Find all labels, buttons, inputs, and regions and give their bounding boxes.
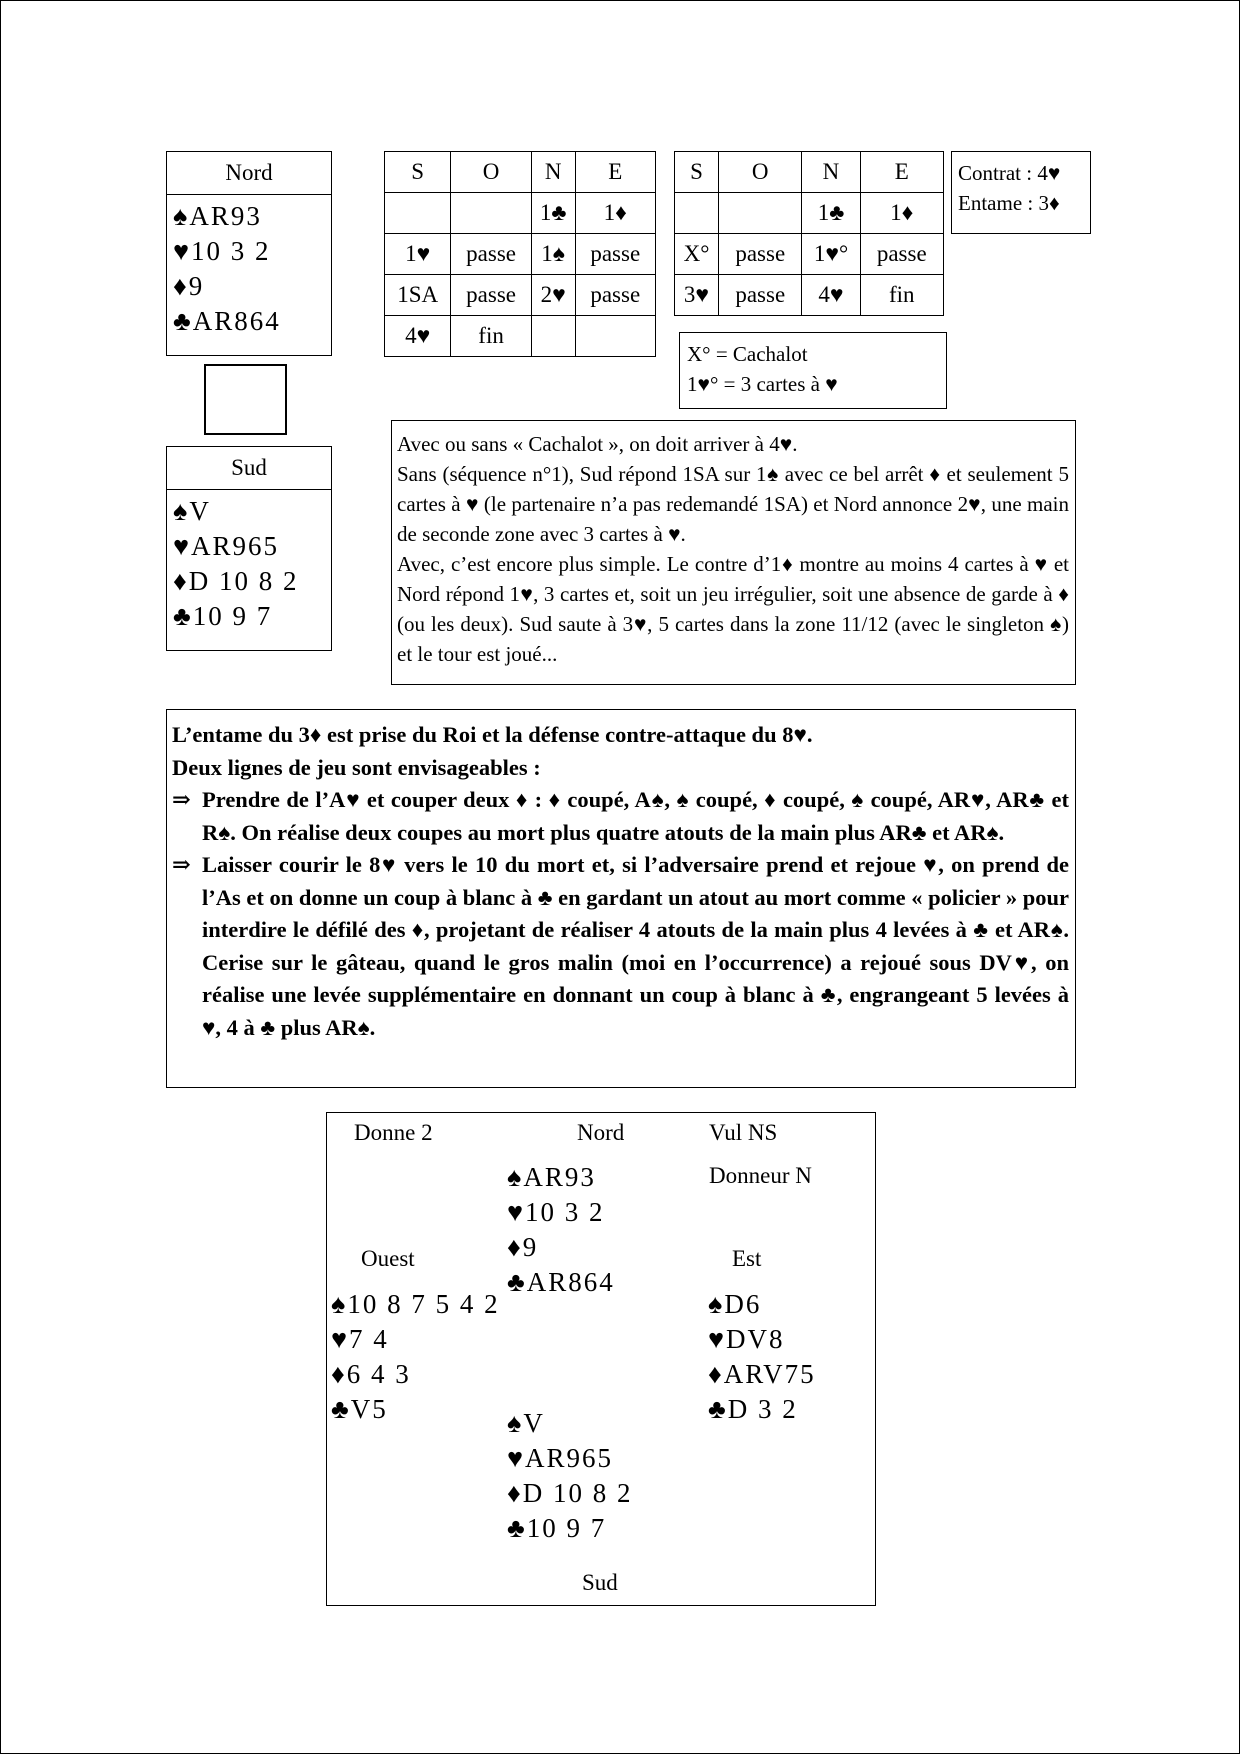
auction2-header: E (860, 152, 943, 193)
south-hand-box (166, 446, 332, 651)
auction2-header: S (675, 152, 719, 193)
auction1-cell: passe (451, 275, 531, 316)
auction1-row (385, 316, 656, 357)
commentary-paragraph: Avec, c’est encore plus simple. Le contre d’1♦ montre au moins 4 cartes à ♥ et Nord répond 1♥, 3 cartes et, soit un jeu irrégulier, soit une absence de garde à ♦ (ou les deux). Sud saute à 3♥, 5 cartes dans la zone 11/12 (avec le singleton ♠) et le tour est joué... (397, 552, 1069, 666)
deal-south-clubs: ♣10 9 7 (507, 1513, 607, 1543)
deal-north-hand (507, 1160, 615, 1300)
commentary-box (391, 420, 1076, 685)
south-diamonds: ♦D 10 8 2 (173, 566, 299, 596)
auction1-cell: 2♥ (531, 275, 575, 316)
south-spades: ♠V (173, 496, 211, 526)
auction1-cell (575, 316, 656, 357)
auction1-cell: passe (451, 234, 531, 275)
auction1-cell: passe (575, 234, 656, 275)
auction2-cell: 1♣ (802, 193, 860, 234)
deal-west-hearts: ♥7 4 (331, 1324, 389, 1354)
deal-west-clubs: ♣V5 (331, 1394, 388, 1424)
north-hearts: ♥10 3 2 (173, 236, 271, 266)
auction2-header: O (719, 152, 802, 193)
note-line: X° = Cachalot (687, 342, 808, 366)
auction2-cell: passe (860, 234, 943, 275)
auction2-cell: 3♥ (675, 275, 719, 316)
auction1-cell (531, 316, 575, 357)
contract-box (951, 151, 1091, 234)
play-analysis-box (166, 709, 1076, 1088)
arrow-icon: ⇒ (172, 852, 191, 877)
notes-box (679, 332, 947, 409)
deal-north-spades: ♠AR93 (507, 1162, 596, 1192)
north-clubs: ♣AR864 (173, 306, 281, 336)
auction2-cell: passe (719, 275, 802, 316)
auction-table-1 (384, 151, 656, 357)
deal-south-diamonds: ♦D 10 8 2 (507, 1478, 633, 1508)
commentary-paragraph: Avec ou sans « Cachalot », on doit arriver à 4♥. (397, 432, 798, 456)
south-title: Sud (167, 447, 331, 490)
deal-west-hand (331, 1287, 500, 1427)
deal-east-hand (708, 1287, 816, 1427)
deal-west-diamonds: ♦6 4 3 (331, 1359, 411, 1389)
north-title: Nord (167, 152, 331, 195)
north-diamonds: ♦9 (173, 271, 205, 301)
auction1-cell: 1♣ (531, 193, 575, 234)
auction1-cell: passe (575, 275, 656, 316)
auction2-cell: 1♦ (860, 193, 943, 234)
empty-square (204, 364, 287, 435)
auction1-row (385, 193, 656, 234)
south-hearts: ♥AR965 (173, 531, 280, 561)
auction1-cell: 1♦ (575, 193, 656, 234)
north-hand-box (166, 151, 332, 356)
deal-south-hand (507, 1406, 633, 1546)
auction1-cell: 1♥ (385, 234, 451, 275)
auction2-header: N (802, 152, 860, 193)
arrow-icon: ⇒ (172, 787, 191, 812)
auction2-cell: passe (719, 234, 802, 275)
deal-east-diamonds: ♦ARV75 (708, 1359, 816, 1389)
auction1-cell (451, 193, 531, 234)
auction2-cell: 4♥ (802, 275, 860, 316)
auction2-cell: fin (860, 275, 943, 316)
deal-north-label: Nord (577, 1120, 625, 1145)
play-line-1-text: Prendre de l’A♥ et couper deux ♦ : ♦ coupé, A♠, ♠ coupé, ♦ coupé, ♠ coupé, AR♥, AR♣ et R♠. On réalise deux coupes au mort plus quatre atouts de la main plus AR♣ et AR♠. (202, 787, 1069, 845)
deal-dealer: Donneur N (709, 1163, 812, 1188)
deal-east-label: Est (732, 1246, 762, 1271)
north-spades: ♠AR93 (173, 201, 262, 231)
play-line-2 (172, 849, 1069, 1044)
auction2-cell (675, 193, 719, 234)
auction1-cell: 4♥ (385, 316, 451, 357)
deal-east-hearts: ♥DV8 (708, 1324, 785, 1354)
deal-west-spades: ♠10 8 7 5 4 2 (331, 1289, 500, 1319)
contract-line: Contrat : 4♥ (958, 161, 1061, 185)
auction-table-2 (674, 151, 944, 316)
note-line: 1♥° = 3 cartes à ♥ (687, 372, 838, 396)
auction1-cell: 1SA (385, 275, 451, 316)
auction2-cell: X° (675, 234, 719, 275)
auction2-row (675, 234, 944, 275)
play-line-2-text: Laisser courir le 8♥ vers le 10 du mort et, si l’adversaire prend et rejoue ♥, on prend de l’As et on donne un coup à blanc à ♣ en gardant un atout au mort comme « policier » pour interdire le défilé des ♦, projetant de réaliser 4 atouts de la main plus 4 levées à ♣ et AR♠. Cerise sur le gâteau, quand le gros malin (moi en l’occurrence) a rejoué sous DV♥, on réalise une levée supplémentaire en donnant un coup à blanc à ♣, engrangeant 5 levées à ♥, 4 à ♣ plus AR♠. (202, 852, 1069, 1040)
auction2-cell (719, 193, 802, 234)
auction1-header: E (575, 152, 656, 193)
deal-north-clubs: ♣AR864 (507, 1267, 615, 1297)
auction1-row (385, 275, 656, 316)
auction1-cell: 1♠ (531, 234, 575, 275)
play-lines-heading: Deux lignes de jeu sont envisageables : (172, 754, 541, 780)
deal-west-label: Ouest (361, 1246, 415, 1271)
auction1-header: N (531, 152, 575, 193)
deal-south-hearts: ♥AR965 (507, 1443, 614, 1473)
auction1-header: O (451, 152, 531, 193)
deal-north-diamonds: ♦9 (507, 1232, 539, 1262)
deal-vulnerability: Vul NS (709, 1120, 778, 1145)
auction1-cell: fin (451, 316, 531, 357)
auction2-cell: 1♥° (802, 234, 860, 275)
deal-east-spades: ♠D6 (708, 1289, 762, 1319)
auction1-row (385, 234, 656, 275)
play-line-1 (172, 784, 1069, 849)
auction1-cell (385, 193, 451, 234)
deal-number: Donne 2 (354, 1120, 433, 1145)
south-clubs: ♣10 9 7 (173, 601, 273, 631)
commentary-paragraph: Sans (séquence n°1), Sud répond 1SA sur 1♠ avec ce bel arrêt ♦ et seulement 5 cartes à ♥ (le partenaire n’a pas redemandé 1SA) et Nord annonce 2♥, une main de seconde zone avec 3 cartes à ♥. (397, 462, 1069, 546)
auction1-header-row (385, 152, 656, 193)
deal-east-clubs: ♣D 3 2 (708, 1394, 798, 1424)
play-intro: L’entame du 3♦ est prise du Roi et la défense contre-attaque du 8♥. (172, 722, 813, 747)
deal-north-hearts: ♥10 3 2 (507, 1197, 605, 1227)
auction2-row (675, 193, 944, 234)
auction2-row (675, 275, 944, 316)
opening-lead-line: Entame : 3♦ (958, 191, 1060, 215)
auction2-header-row (675, 152, 944, 193)
deal-south-label: Sud (582, 1570, 618, 1595)
deal-south-spades: ♠V (507, 1408, 545, 1438)
auction1-header: S (385, 152, 451, 193)
